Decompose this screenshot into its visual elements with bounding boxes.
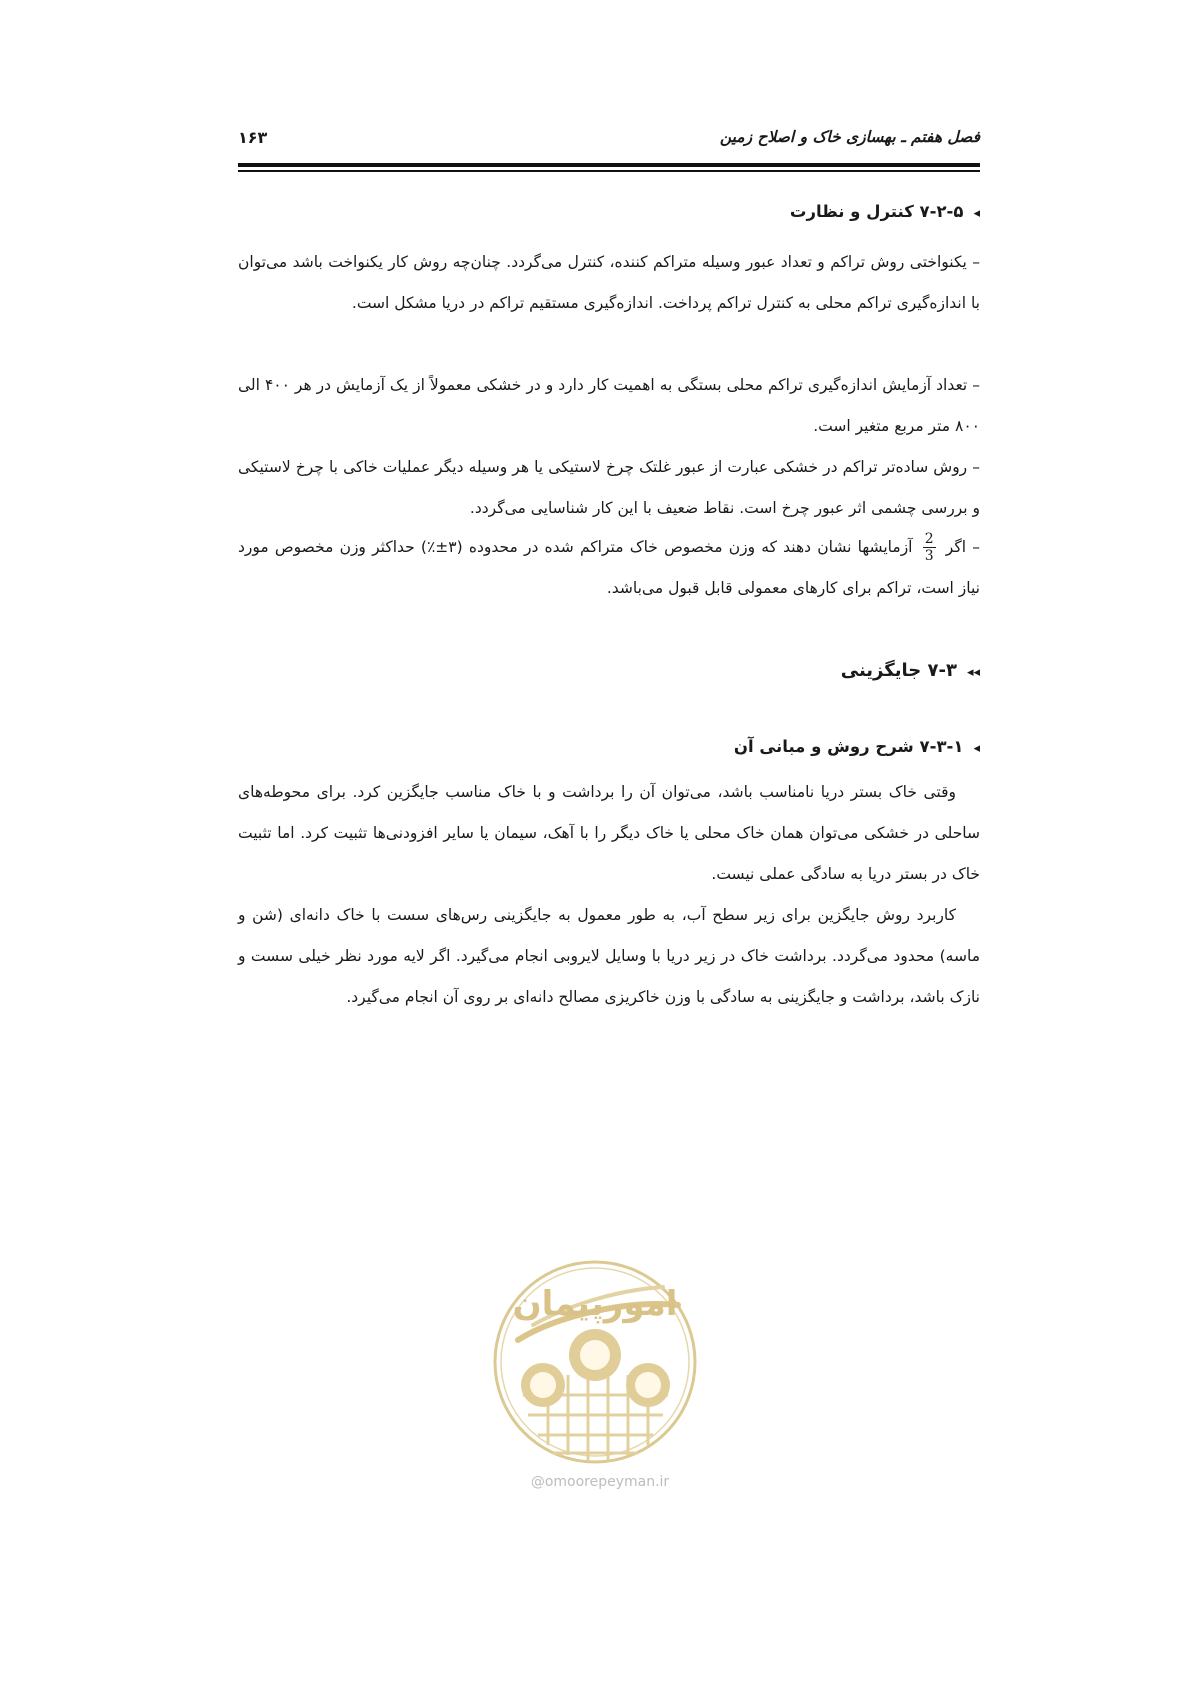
- running-header: [238, 128, 980, 158]
- section-heading-7-2-5: [790, 202, 980, 221]
- chapter-title: فصل هفتم ـ بهسازی خاک و اصلاح زمین: [719, 128, 980, 146]
- section-heading-text: ۷-۲-۵ کنترل و نظارت: [789, 202, 964, 221]
- logo-text: امورپیمان: [512, 1284, 678, 1324]
- fraction-denominator: 3: [924, 548, 934, 564]
- paragraph: وقتی خاک بستر دریا نامناسب باشد، می‌توان آن را برداشت و با خاک مناسب جایگزین کرد. برای محوطه‌های ساحلی در خشکی می‌توان همان خاک محلی یا خاک دیگر را با آهک، سیمان یا سایر افزودنی‌ها تثبیت کرد. اما تثبیت خاک در بستر دریا به سادگی عملی نیست.: [238, 783, 980, 883]
- section-heading-7-3-1: [734, 737, 980, 756]
- page-number: ۱۶۳: [238, 128, 268, 147]
- paragraph-text: آزمایشها نشان دهند که وزن مخصوص خاک متراکم شده در محدوده (۳±٪) حداکثر وزن مخصوص مورد نیاز است، تراکم برای کارهای معمولی قابل قبول می‌باشد.: [238, 538, 980, 597]
- header-rule-thin: [238, 170, 980, 172]
- header-rule-thick: [238, 163, 980, 167]
- paragraph: – یکنواختی روش تراکم و تعداد عبور وسیله متراکم کننده، کنترل می‌گردد. چنان‌چه روش کار یکنواخت باشد می‌توان با اندازه‌گیری تراکم محلی به کنترل تراکم پرداخت. اندازه‌گیری مستقیم تراکم در دریا مشکل است.: [238, 253, 980, 312]
- watermark-logo: [488, 1255, 703, 1470]
- section-heading-text: ۷-۳ جایگزینی: [840, 660, 957, 681]
- section-heading-text: ۷-۳-۱ شرح روش و مبانی آن: [733, 737, 964, 756]
- bullet-arrow-icon: ◂: [973, 206, 980, 221]
- bullet-arrow-icon: ◂: [973, 741, 980, 756]
- paragraph: – روش ساده‌تر تراکم در خشکی عبارت از عبور غلتک چرخ لاستیکی یا هر وسیله دیگر عملیات خاکی با چرخ لاستیکی و بررسی چشمی اثر عبور چرخ است. نقاط ضعیف با این کار شناسایی می‌گردد.: [238, 458, 980, 517]
- fraction-numerator: 2: [924, 531, 934, 547]
- double-arrow-icon: ◂◂: [966, 665, 980, 680]
- paragraph-prefix: – اگر: [945, 538, 980, 556]
- paragraph-with-fraction: [238, 527, 980, 609]
- watermark-url: @omoorepeyman.ir: [530, 1474, 670, 1490]
- paragraph: – تعداد آزمایش اندازه‌گیری تراکم محلی بستگی به اهمیت کار دارد و در خشکی معمولاً از یک آزمایش در هر ۴۰۰ الی ۸۰۰ متر مربع متغیر است.: [238, 376, 980, 435]
- fraction: [923, 531, 936, 564]
- paragraph: کاربرد روش جایگزین برای زیر سطح آب، به طور معمول به جایگزینی رس‌های سست با خاک دانه‌ای (شن و ماسه) محدود می‌گردد. برداشت خاک در زیر دریا با وسایل لایروبی انجام می‌گیرد. اگر لایه مورد نظر خیلی سست و نازک باشد، برداشت و جایگزینی به سادگی با وزن خاکریزی مصالح دانه‌ای بر روی آن انجام می‌گیرد.: [238, 906, 980, 1006]
- section-heading-7-3: [841, 660, 980, 681]
